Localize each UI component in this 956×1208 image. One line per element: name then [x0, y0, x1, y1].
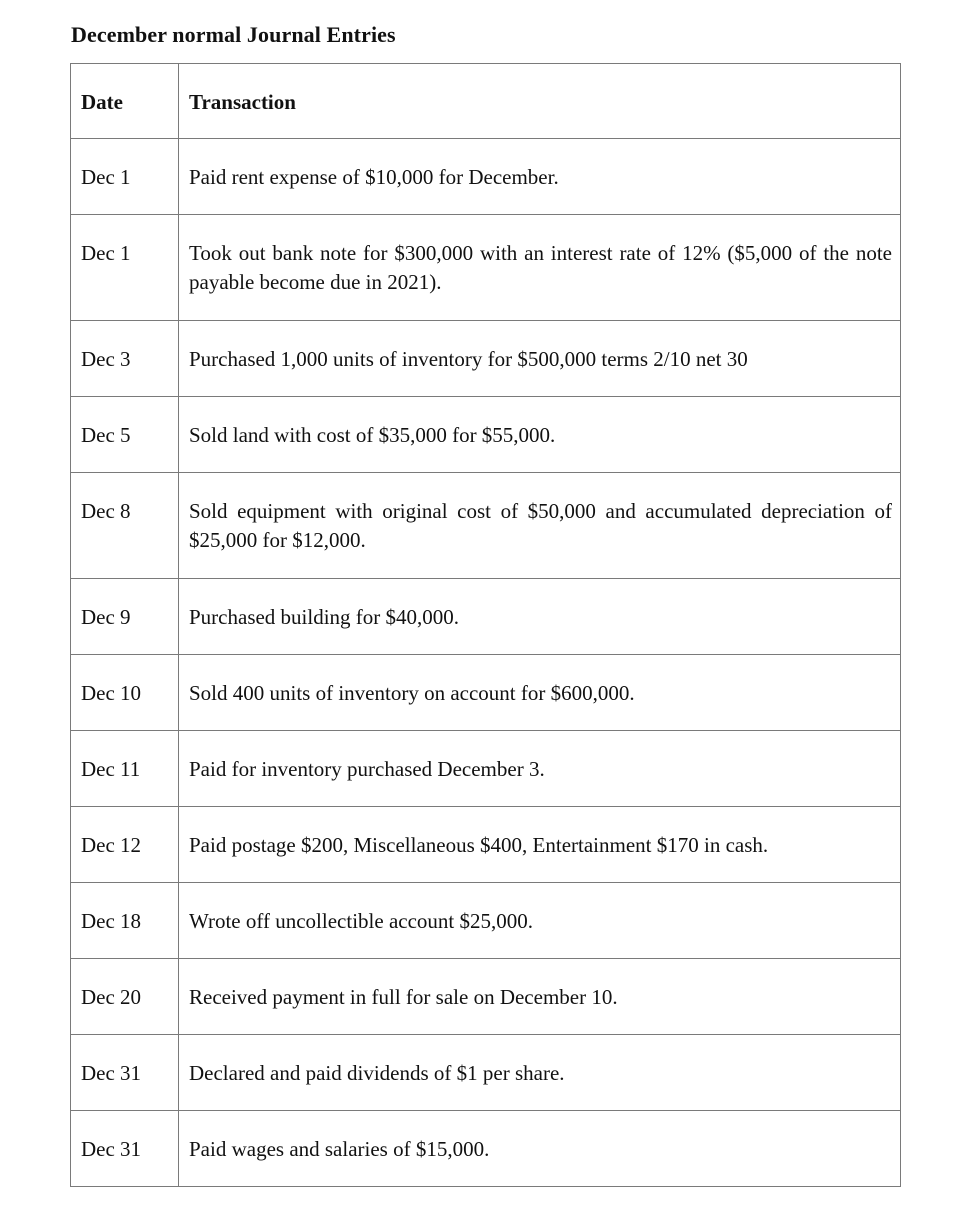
transaction-cell: Paid rent expense of $10,000 for December.	[179, 139, 901, 215]
transaction-cell: Purchased building for $40,000.	[179, 579, 901, 655]
column-header-transaction: Transaction	[179, 64, 901, 139]
date-cell: Dec 9	[71, 579, 179, 655]
date-cell: Dec 31	[71, 1111, 179, 1187]
transaction-cell: Received payment in full for sale on December 10.	[179, 959, 901, 1035]
transaction-cell: Took out bank note for $300,000 with an interest rate of 12% ($5,000 of the note payable become due in 2021).	[179, 215, 901, 321]
date-cell: Dec 3	[71, 321, 179, 397]
date-cell: Dec 11	[71, 731, 179, 807]
transaction-cell: Declared and paid dividends of $1 per share.	[179, 1035, 901, 1111]
document-title: December normal Journal Entries	[71, 22, 396, 47]
column-header-date: Date	[71, 64, 179, 139]
table-row	[71, 1111, 901, 1187]
date-cell: Dec 8	[71, 473, 179, 579]
table-row	[71, 579, 901, 655]
date-cell: Dec 20	[71, 959, 179, 1035]
transaction-cell: Sold equipment with original cost of $50,000 and accumulated depreciation of $25,000 for $12,000.	[179, 473, 901, 579]
transaction-cell: Purchased 1,000 units of inventory for $500,000 terms 2/10 net 30	[179, 321, 901, 397]
date-cell: Dec 10	[71, 655, 179, 731]
table-row	[71, 397, 901, 473]
transaction-cell: Sold 400 units of inventory on account for $600,000.	[179, 655, 901, 731]
date-cell: Dec 18	[71, 883, 179, 959]
transaction-cell: Sold land with cost of $35,000 for $55,000.	[179, 397, 901, 473]
table-row	[71, 807, 901, 883]
date-cell: Dec 1	[71, 215, 179, 321]
date-cell: Dec 12	[71, 807, 179, 883]
table-row	[71, 959, 901, 1035]
table-row	[71, 473, 901, 579]
table-row	[71, 731, 901, 807]
table-row	[71, 215, 901, 321]
date-cell: Dec 1	[71, 139, 179, 215]
transaction-cell: Paid postage $200, Miscellaneous $400, Entertainment $170 in cash.	[179, 807, 901, 883]
date-cell: Dec 5	[71, 397, 179, 473]
table-row	[71, 139, 901, 215]
transaction-cell: Paid for inventory purchased December 3.	[179, 731, 901, 807]
date-cell: Dec 31	[71, 1035, 179, 1111]
table-row	[71, 655, 901, 731]
table-row	[71, 321, 901, 397]
journal-entries-table	[70, 63, 901, 1187]
table-row	[71, 883, 901, 959]
table-header-row	[71, 64, 901, 139]
transaction-cell: Paid wages and salaries of $15,000.	[179, 1111, 901, 1187]
transaction-cell: Wrote off uncollectible account $25,000.	[179, 883, 901, 959]
table-row	[71, 1035, 901, 1111]
